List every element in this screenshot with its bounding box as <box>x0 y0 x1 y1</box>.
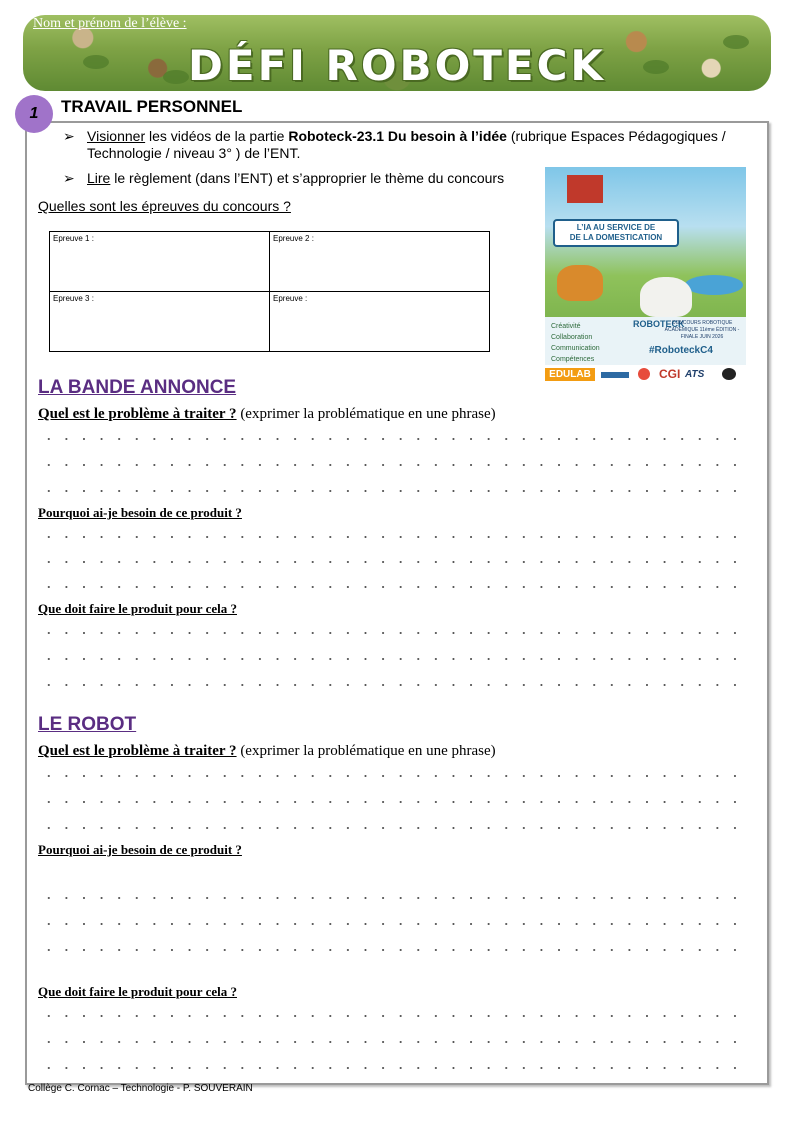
epreuve-cell[interactable]: Epreuve 3 : <box>50 292 270 352</box>
question-fonction-robot: Que doit faire le produit pour cela ? <box>38 984 237 999</box>
dog-illustration <box>640 277 692 317</box>
section-title-bande-annonce: LA BANDE ANNONCE <box>38 377 237 398</box>
pond-illustration <box>685 275 743 295</box>
section-title-robot: LE ROBOT <box>38 714 137 735</box>
answer-line[interactable] <box>40 464 746 466</box>
verb-visionner: Visionner <box>87 128 146 144</box>
question-besoin: Pourquoi ai-je besoin de ce produit ? <box>38 505 242 520</box>
edulab-logo: EDULAB <box>545 368 595 381</box>
epreuves-table <box>49 231 490 352</box>
answer-line[interactable] <box>40 632 746 634</box>
question-epreuves: Quelles sont les épreuves du concours ? <box>38 198 291 214</box>
poster-footer <box>545 317 746 365</box>
question-bold: Quel est le problème à traiter ? <box>38 743 237 759</box>
poster-tag-line: DE LA DOMESTICATION <box>569 233 663 242</box>
partner-logo <box>722 368 736 380</box>
skill-item: Collaboration <box>551 334 593 341</box>
poster-skills <box>551 321 600 365</box>
instruction-bold: Roboteck-23.1 Du besoin à l’idée <box>288 128 507 144</box>
poster-info: CONCOURS ROBOTIQUE ACADÉMIQUE 11ème ÉDITION - FINALE JUIN 2026 <box>664 320 740 340</box>
poster-theme-tag <box>553 219 679 247</box>
epreuve-cell[interactable]: Epreuve 1 : <box>50 232 270 292</box>
arrow-bullet-icon: ➢ <box>63 170 75 186</box>
question-fonction: Que doit faire le produit pour cela ? <box>38 601 237 616</box>
barn-illustration <box>567 175 603 203</box>
instruction-line2: Technologie / niveau 3° ) de l’ENT. <box>87 145 301 161</box>
answer-line[interactable] <box>40 801 746 803</box>
arrow-bullet-icon: ➢ <box>63 128 75 144</box>
partner-logo <box>601 372 629 378</box>
question-besoin-robot: Pourquoi ai-je besoin de ce produit ? <box>38 842 242 857</box>
answer-line[interactable] <box>40 561 746 563</box>
epreuve-cell[interactable]: Epreuve : <box>270 292 490 352</box>
answer-line[interactable] <box>40 1067 746 1069</box>
answer-line[interactable] <box>40 586 746 588</box>
partner-logo <box>638 368 650 380</box>
instruction-text: les vidéos de la partie <box>145 128 289 144</box>
instruction-text: le règlement (dans l’ENT) et s’approprier le thème du concours <box>110 170 505 186</box>
poster-brand: ROBOTECK <box>633 319 685 329</box>
answer-line[interactable] <box>40 775 746 777</box>
skill-item: Créativité <box>551 323 581 330</box>
answer-line[interactable] <box>40 1041 746 1043</box>
question-probleme-robot <box>38 743 496 760</box>
answer-line[interactable] <box>40 490 746 492</box>
poster-hashtag: #RoboteckC4 <box>649 345 713 356</box>
answer-line[interactable] <box>40 1015 746 1017</box>
partner-logos <box>545 368 746 382</box>
epreuve-cell[interactable]: Epreuve 2 : <box>270 232 490 292</box>
verb-lire: Lire <box>87 170 111 186</box>
header-banner <box>23 15 771 91</box>
answer-line[interactable] <box>40 438 746 440</box>
answer-line[interactable] <box>40 827 746 829</box>
poster-tag-line: L’IA AU SERVICE DE <box>576 223 656 232</box>
answer-line[interactable] <box>40 684 746 686</box>
answer-line[interactable] <box>40 923 746 925</box>
instruction-text-end: (rubrique Espaces Pédagogiques / <box>506 128 726 144</box>
dog-illustration <box>557 265 603 301</box>
answer-line[interactable] <box>40 536 746 538</box>
cgi-logo: CGI <box>659 367 681 381</box>
page-footer: Collège C. Cornac – Technologie - P. SOUVERAIN <box>28 1083 253 1094</box>
skill-item: Compétences <box>551 356 595 363</box>
student-name-label: Nom et prénom de l’élève : <box>33 16 187 31</box>
section-number-badge: 1 <box>15 95 53 133</box>
question-rest: (exprimer la problématique en une phrase) <box>236 406 496 422</box>
answer-line[interactable] <box>40 949 746 951</box>
question-rest: (exprimer la problématique en une phrase) <box>236 743 496 759</box>
answer-line[interactable] <box>40 658 746 660</box>
page-title: DÉFI ROBOTECK <box>188 41 606 90</box>
instruction-reglement <box>63 170 505 187</box>
answer-line[interactable] <box>40 897 746 899</box>
instruction-videos <box>63 128 767 162</box>
skill-item: Communication <box>551 345 600 352</box>
contest-poster-image <box>545 167 746 365</box>
ats-logo: ATS <box>685 369 705 380</box>
question-probleme <box>38 406 496 423</box>
question-bold: Quel est le problème à traiter ? <box>38 406 237 422</box>
section-title-travail: TRAVAIL PERSONNEL <box>61 97 243 116</box>
